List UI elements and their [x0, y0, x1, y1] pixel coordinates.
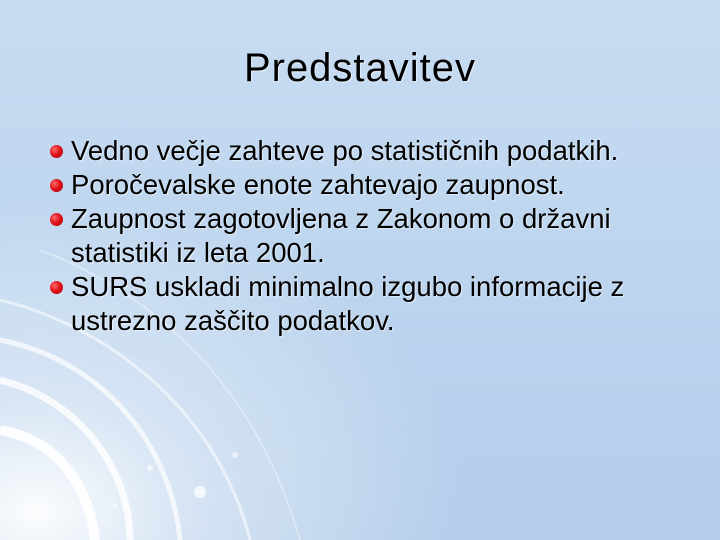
bullet-item: [50, 168, 690, 202]
bullet-text: SURS uskladi minimalno izgubo informacije z ustrezno zaščito podatkov.: [71, 271, 625, 336]
bullet-text: Vedno večje zahteve po statističnih podatkih.: [71, 135, 619, 166]
red-dot-icon: [50, 179, 63, 192]
slide-title: Predstavitev: [243, 46, 477, 90]
bullet-text: Poročevalske enote zahtevajo zaupnost.: [71, 169, 565, 200]
red-dot-icon: [50, 281, 63, 294]
red-dot-icon: [50, 213, 63, 226]
bullet-item: [50, 270, 690, 338]
bullet-item: [50, 202, 690, 270]
bullet-text: Zaupnost zagotovljena z Zakonom o državni statistiki iz leta 2001.: [71, 203, 611, 268]
bullet-list: [50, 134, 690, 338]
red-dot-icon: [50, 145, 63, 158]
bullet-item: [50, 134, 690, 168]
